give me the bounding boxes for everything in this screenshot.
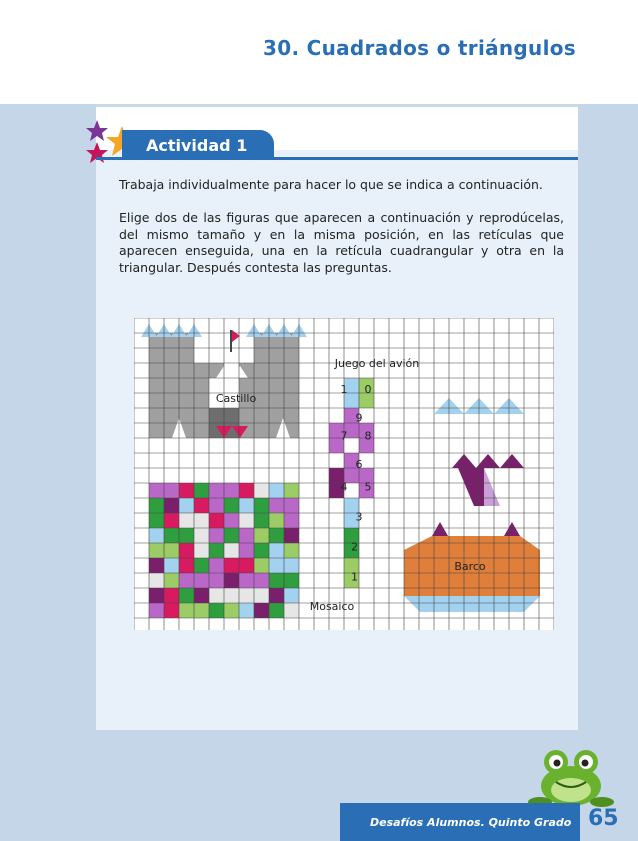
tab-underline [96,157,578,160]
activity-label: Actividad 1 [146,136,248,155]
hopscotch-number: 1 [340,383,348,396]
hopscotch-number: 1 [351,570,358,584]
instruction-paragraph: Elige dos de las figuras que aparecen a continuación y reprodúcelas, del mismo tamaño y en la misma posición, en las retículas que aparecen enseguida, una en la retícula cuadrangular y otra en la triangular. Después contesta las preguntas. [119,210,564,275]
hopscotch-number: 7 [340,429,348,443]
mosaic-label: Mosaico [309,600,355,613]
instruction-line: Trabaja individualmente para hacer lo que se indica a continuación. [119,177,543,192]
castle-label: Castillo [215,392,257,405]
page-number: 65 [588,806,619,831]
hopscotch-number: 9 [355,411,363,425]
footer-text: Desafíos Alumnos. Quinto Grado [370,816,572,829]
hopscotch-number: 4 [340,480,348,494]
hopscotch-number: 2 [351,540,358,554]
hopscotch-number: 8 [364,429,372,443]
frog-icon [526,740,616,810]
hopscotch-number: 0 [364,383,372,396]
square-grid-figure [134,318,554,630]
hopscotch-label: Juego del avión [334,357,420,370]
boat-label: Barco [454,560,486,573]
hopscotch-number: 3 [355,510,363,524]
hopscotch-number: 5 [364,480,372,494]
hopscotch-number: 6 [355,458,363,471]
page-title: 30. Cuadrados o triángulos [263,36,576,60]
